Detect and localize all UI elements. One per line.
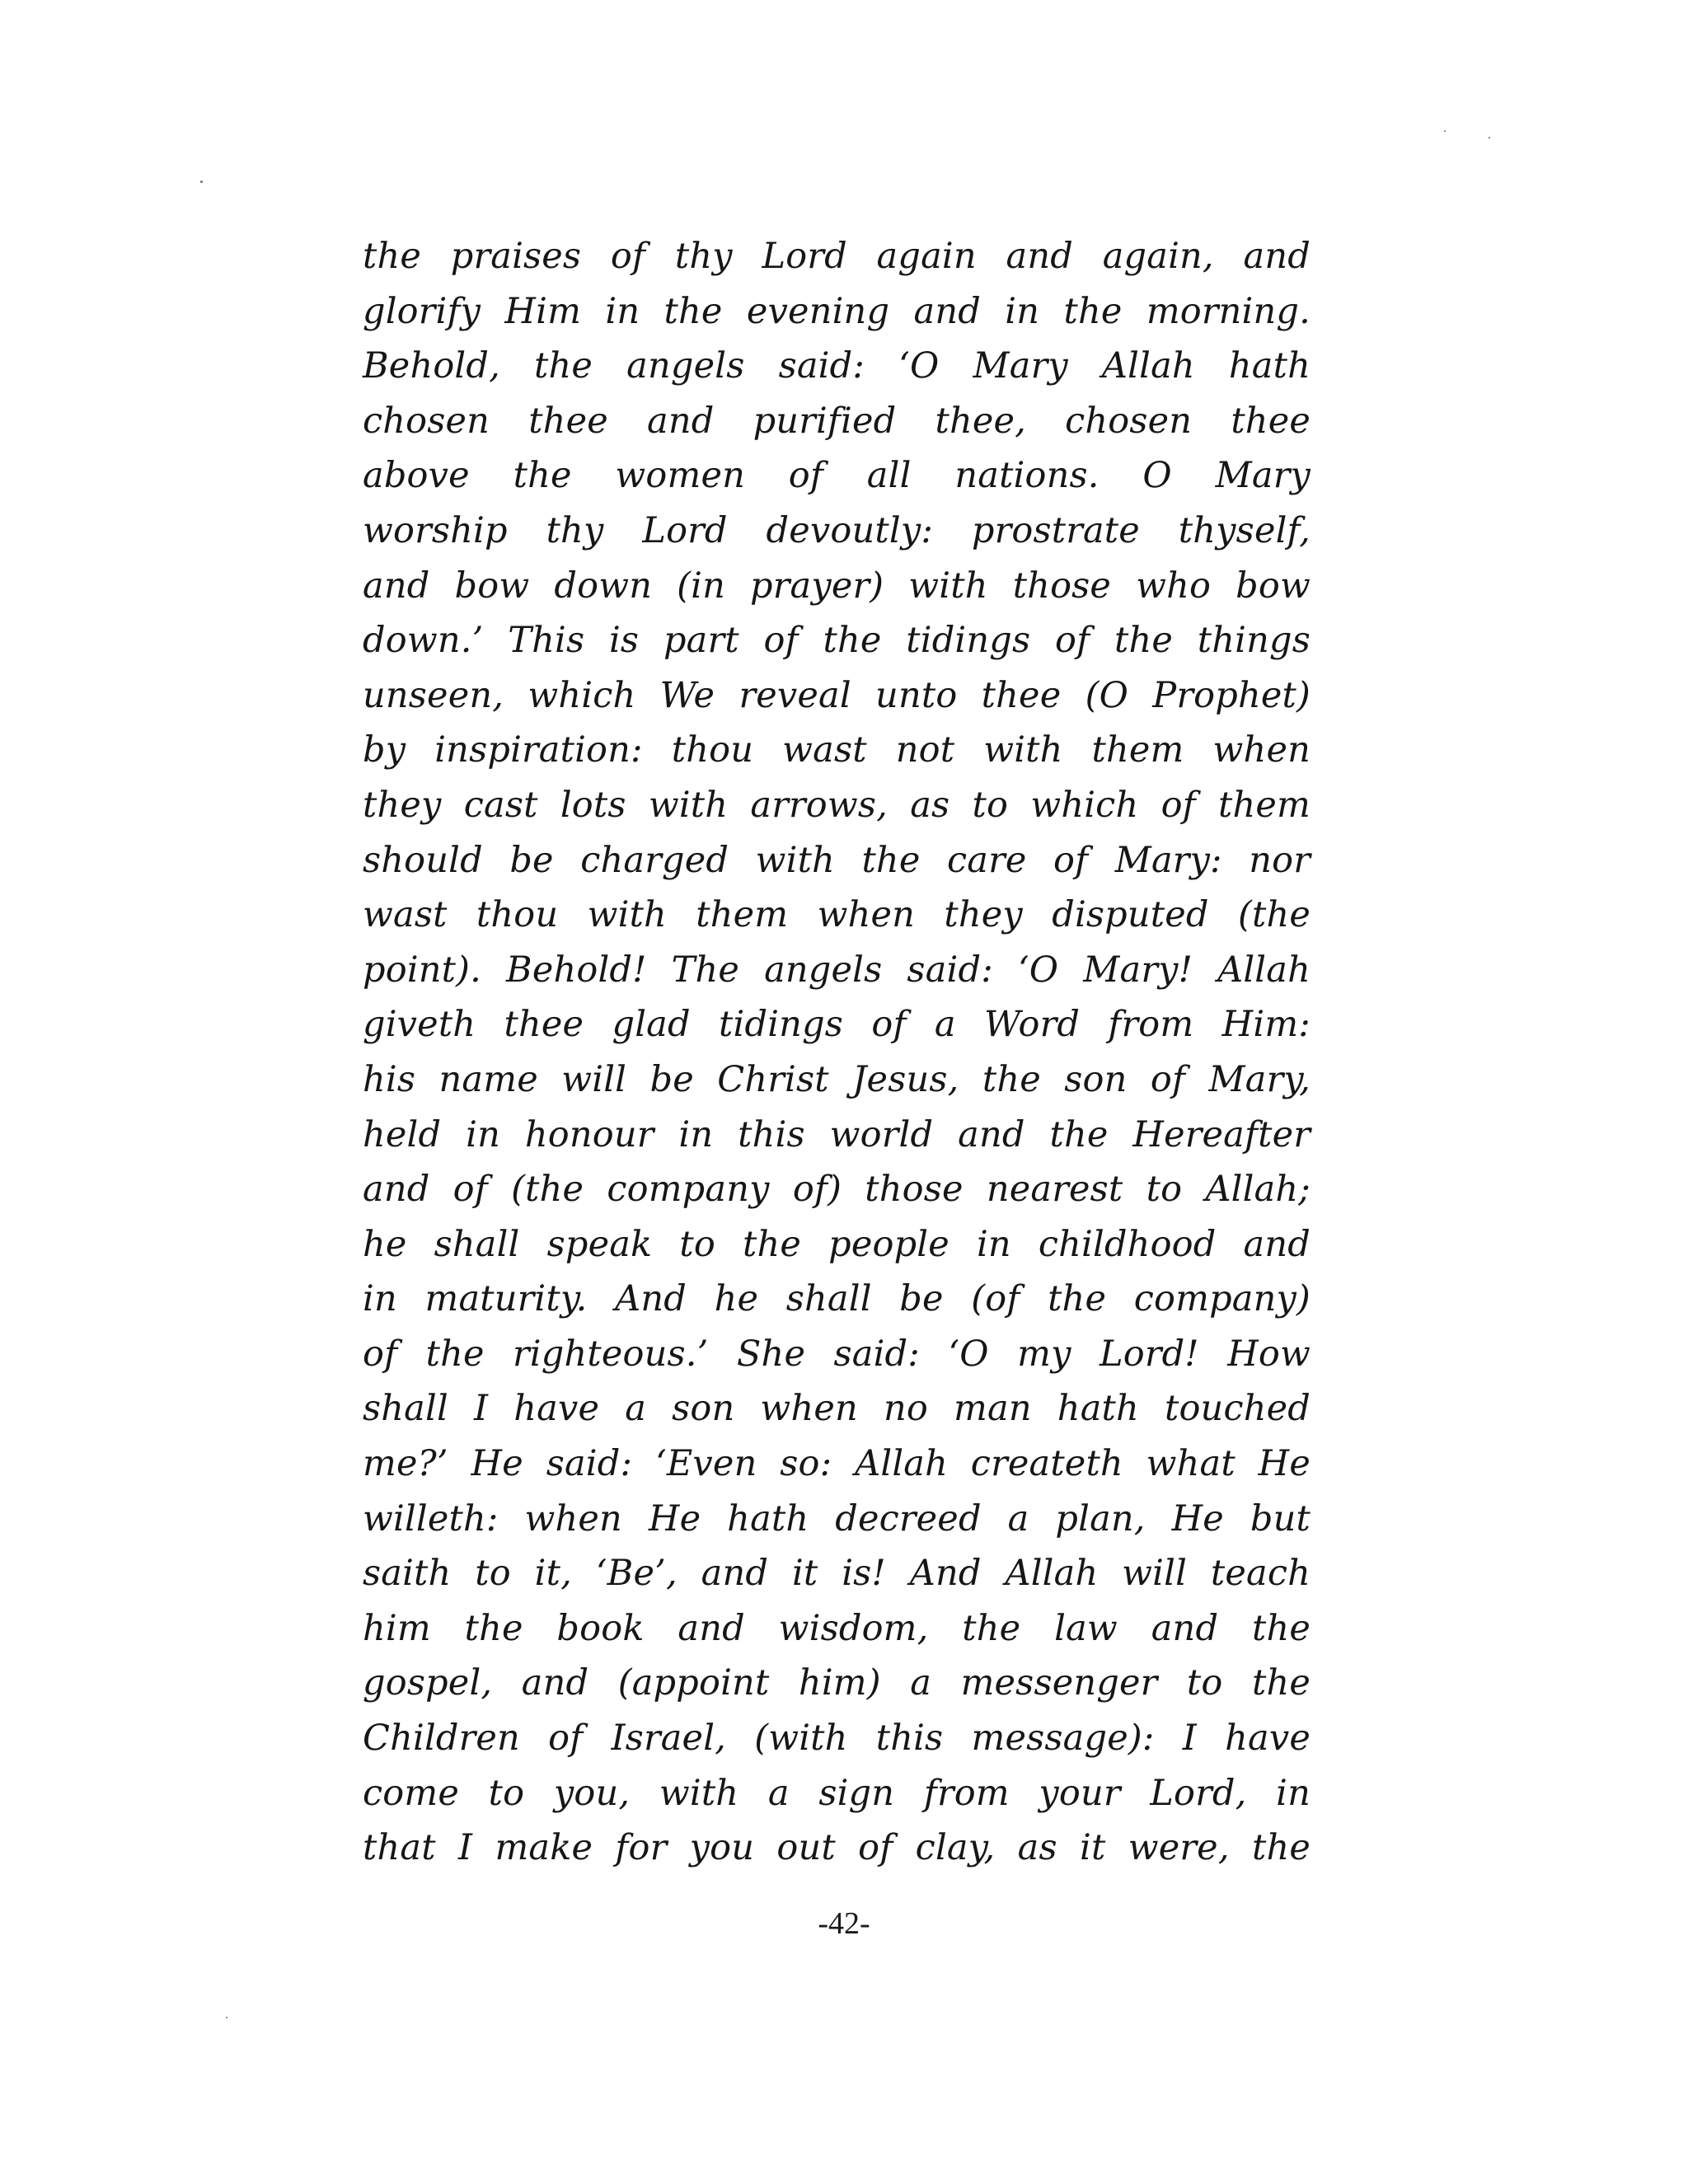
text-line: wast thou with them when they disputed (the	[363, 894, 1311, 936]
text-line: worship thy Lord devoutly: prostrate thyself,	[363, 509, 1311, 551]
text-line: by inspiration: thou wast not with them when	[363, 729, 1311, 771]
text-line: gospel, and (appoint him) a messenger to the	[363, 1662, 1311, 1704]
text-line: willeth: when He hath decreed a plan, He but	[363, 1497, 1311, 1540]
text-line: should be charged with the care of Mary: nor	[363, 839, 1311, 881]
scan-speck	[1444, 130, 1446, 132]
scan-speck	[226, 2017, 227, 2018]
text-line: his name will be Christ Jesus, the son of Mary,	[363, 1058, 1311, 1100]
text-line: Behold, the angels said: ‘O Mary Allah hath	[363, 345, 1311, 387]
page-number: -42-	[818, 1906, 870, 1941]
text-line: giveth thee glad tidings of a Word from Him:	[363, 1004, 1311, 1046]
text-line: chosen thee and purified thee, chosen thee	[363, 400, 1311, 442]
text-line: the praises of thy Lord again and again, and	[363, 236, 1311, 277]
text-line: of the righteous.’ She said: ‘O my Lord! How	[363, 1333, 1311, 1375]
text-line: in maturity. And he shall be (of the company)	[363, 1278, 1311, 1320]
scan-speck	[200, 180, 203, 183]
text-line: glorify Him in the evening and in the morning.	[363, 290, 1311, 332]
text-line: point). Behold! The angels said: ‘O Mary! Allah	[363, 949, 1311, 991]
scan-speck	[1489, 137, 1490, 138]
text-line: Children of Israel, (with this message): I have	[363, 1718, 1311, 1760]
text-line: and bow down (in prayer) with those who bow	[363, 565, 1311, 607]
text-line: me?’ He said: ‘Even so: Allah createth what He	[363, 1443, 1311, 1485]
text-line: above the women of all nations. O Mary	[363, 455, 1311, 497]
text-line: shall I have a son when no man hath touched	[363, 1388, 1311, 1430]
text-line: come to you, with a sign from your Lord, in	[363, 1772, 1311, 1814]
text-line: down.’ This is part of the tidings of the things	[363, 620, 1311, 662]
text-line: him the book and wisdom, the law and the	[363, 1607, 1311, 1649]
text-line: they cast lots with arrows, as to which of them	[363, 784, 1311, 826]
text-line: he shall speak to the people in childhood and	[363, 1223, 1311, 1265]
body-text	[363, 229, 1311, 1876]
text-line: that I make for you out of clay, as it were, the	[363, 1827, 1311, 1869]
text-line: unseen, which We reveal unto thee (O Prophet)	[363, 674, 1311, 716]
text-line: saith to it, ‘Be’, and it is! And Allah will teach	[363, 1553, 1311, 1595]
text-line: and of (the company of) those nearest to Allah;	[363, 1169, 1311, 1211]
text-line: held in honour in this world and the Hereafter	[363, 1113, 1311, 1155]
